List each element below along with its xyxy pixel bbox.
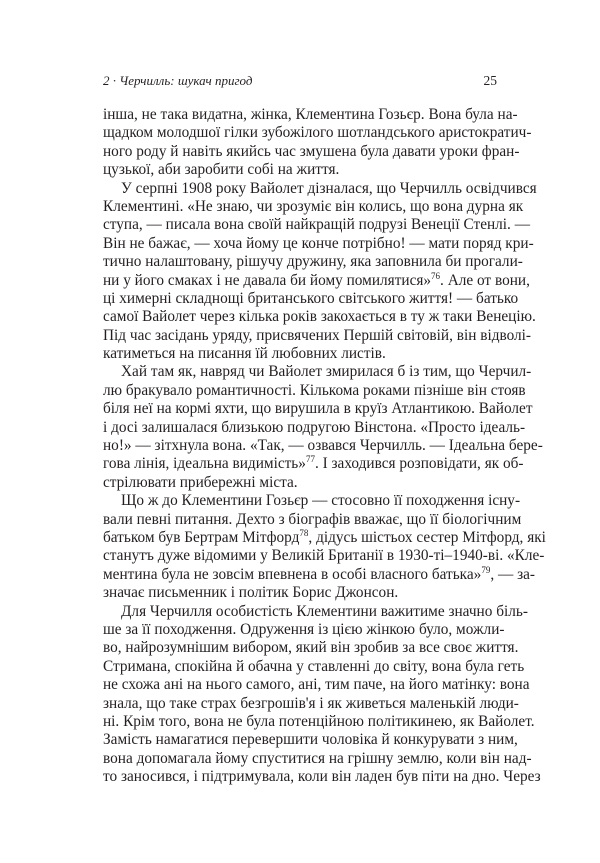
text-line: ці химерні складнощі британського світського життя! — батько [103, 289, 519, 307]
text-line: вали певні питання. Дехто з біографів вважає, що її біологічним [103, 510, 522, 528]
page-number: 25 [483, 73, 497, 88]
text-line [103, 527, 546, 547]
running-header [103, 72, 497, 90]
text-line [103, 564, 536, 584]
text-line: Замість намагатися перевершити чоловіка й конкурувати з ним, [103, 731, 518, 749]
footnote-ref-76[interactable]: 76 [431, 270, 441, 281]
text-line: інша, не така видатна, жінка, Клементина Гозьєр. Вона була на- [103, 106, 518, 123]
text-fragment: гова лінія, ідеальна видимість» [103, 455, 306, 473]
text-line: Хай там як, навряд чи Вайолет змирилася б із тим, що Черчил- [121, 363, 532, 381]
text-line: Під час засідань уряду, присвячених Першій світовій, він відволі- [103, 326, 532, 344]
text-line: Клементині. «Не знаю, чи зрозуміє він колись, що вона дурна як [103, 197, 524, 215]
body-text [103, 106, 546, 786]
text-line: У серпні 1908 року Вайолет дізналася, що Черчилль освідчився [121, 179, 537, 197]
text-line: знала, що таке страх безгрошів'я і як живеться маленькій люди- [103, 694, 519, 712]
text-line: ше за її походження. Одруження із цією жінкою було, можли- [103, 620, 505, 638]
text-line: во, найрозумнішим вибором, який він зробив за все своє життя. [103, 639, 519, 657]
text-line: ного роду й навіть якийсь час змушена була давати уроки фран- [103, 142, 520, 160]
text-line: значає письменник і політик Борис Джонсон. [103, 584, 399, 602]
text-line [103, 454, 524, 473]
text-line [103, 270, 530, 290]
paragraph-5 [103, 602, 541, 787]
text-line: лю бракувало романтичності. Кількома роками пізніше він стояв [103, 381, 526, 399]
paragraph-3 [103, 363, 543, 492]
text-line: стрілювати прибережні міста. [103, 473, 298, 491]
text-line: но!» — зітхнула вона. «Так, — озвався Черчилль. — Ідеальна бере- [103, 437, 543, 455]
text-line: вона допомагала йому спуститися на грішну землю, коли він над- [103, 749, 532, 767]
text-line: самої Вайолет через кілька років закохається в ту ж таки Венецію. [103, 308, 536, 326]
text-fragment: ментина була не зовсім впевнена в особі власного батька» [103, 565, 482, 583]
footnote-ref-77[interactable]: 77 [305, 454, 315, 465]
text-fragment: ни у його смаках і не давала би йому помилятися» [103, 271, 432, 289]
text-line: Стримана, спокійна й обачна у ставленні до світу, вона була геть [103, 657, 525, 675]
text-line: ні. Крім того, вона не була потенційною політикинею, як Вайолет. [103, 712, 535, 730]
text-line: тично налаштовану, рішучу дружину, яка заповнила би прогали- [103, 253, 523, 271]
text-fragment: батьком був Бертрам Мітфорд [103, 528, 300, 546]
footnote-ref-79[interactable]: 79 [481, 564, 491, 575]
text-line: не схожа ані на нього самого, ані, тим паче, на його матінку: вона [103, 676, 530, 694]
text-line: цузької, аби заробити собі на життя. [103, 161, 340, 179]
text-fragment: , дідусь шістьох сестер Мітфорд, які [308, 528, 546, 546]
footnote-ref-78[interactable]: 78 [299, 527, 309, 538]
text-line: то заносився, і підтримувала, коли він ладен був піти на дно. Через [103, 768, 541, 786]
text-line: Для Черчилля особистість Клементини важитиме значно біль- [121, 602, 528, 620]
text-line: і досі залишалася близькою подругою Вінстона. «Просто ідеаль- [103, 418, 526, 436]
text-line: катиметься на писання їй любовних листів. [103, 345, 386, 363]
chapter-title: 2 · Черчилль: шукач пригод [103, 73, 253, 88]
text-line: ступа, — писала вона своїй найкращій подрузі Венеції Стенлі. — [103, 216, 530, 234]
paragraph-1 [103, 106, 532, 180]
text-line: щадком молодшої гілки зубожілого шотландського аристократич- [103, 124, 532, 142]
text-fragment: , — за- [490, 565, 536, 583]
text-line: біля неї на кормі яхти, що вирушила в круїз Атлантикою. Вайолет [103, 400, 533, 418]
text-line: Він не бажає, — хоча йому це конче потрібно! — мати поряд кри- [103, 234, 534, 252]
text-fragment: . Але от вони, [440, 271, 530, 289]
paragraph-4 [103, 492, 546, 602]
text-line: станутъ дуже відомими у Великій Британії в 1930-ті–1940-ві. «Кле- [103, 547, 545, 565]
text-fragment: . І заходився розповідати, як об- [314, 455, 524, 473]
text-line: Що ж до Клементини Гозьєр — стосовно її походження існу- [121, 492, 521, 510]
paragraph-2 [103, 179, 537, 364]
